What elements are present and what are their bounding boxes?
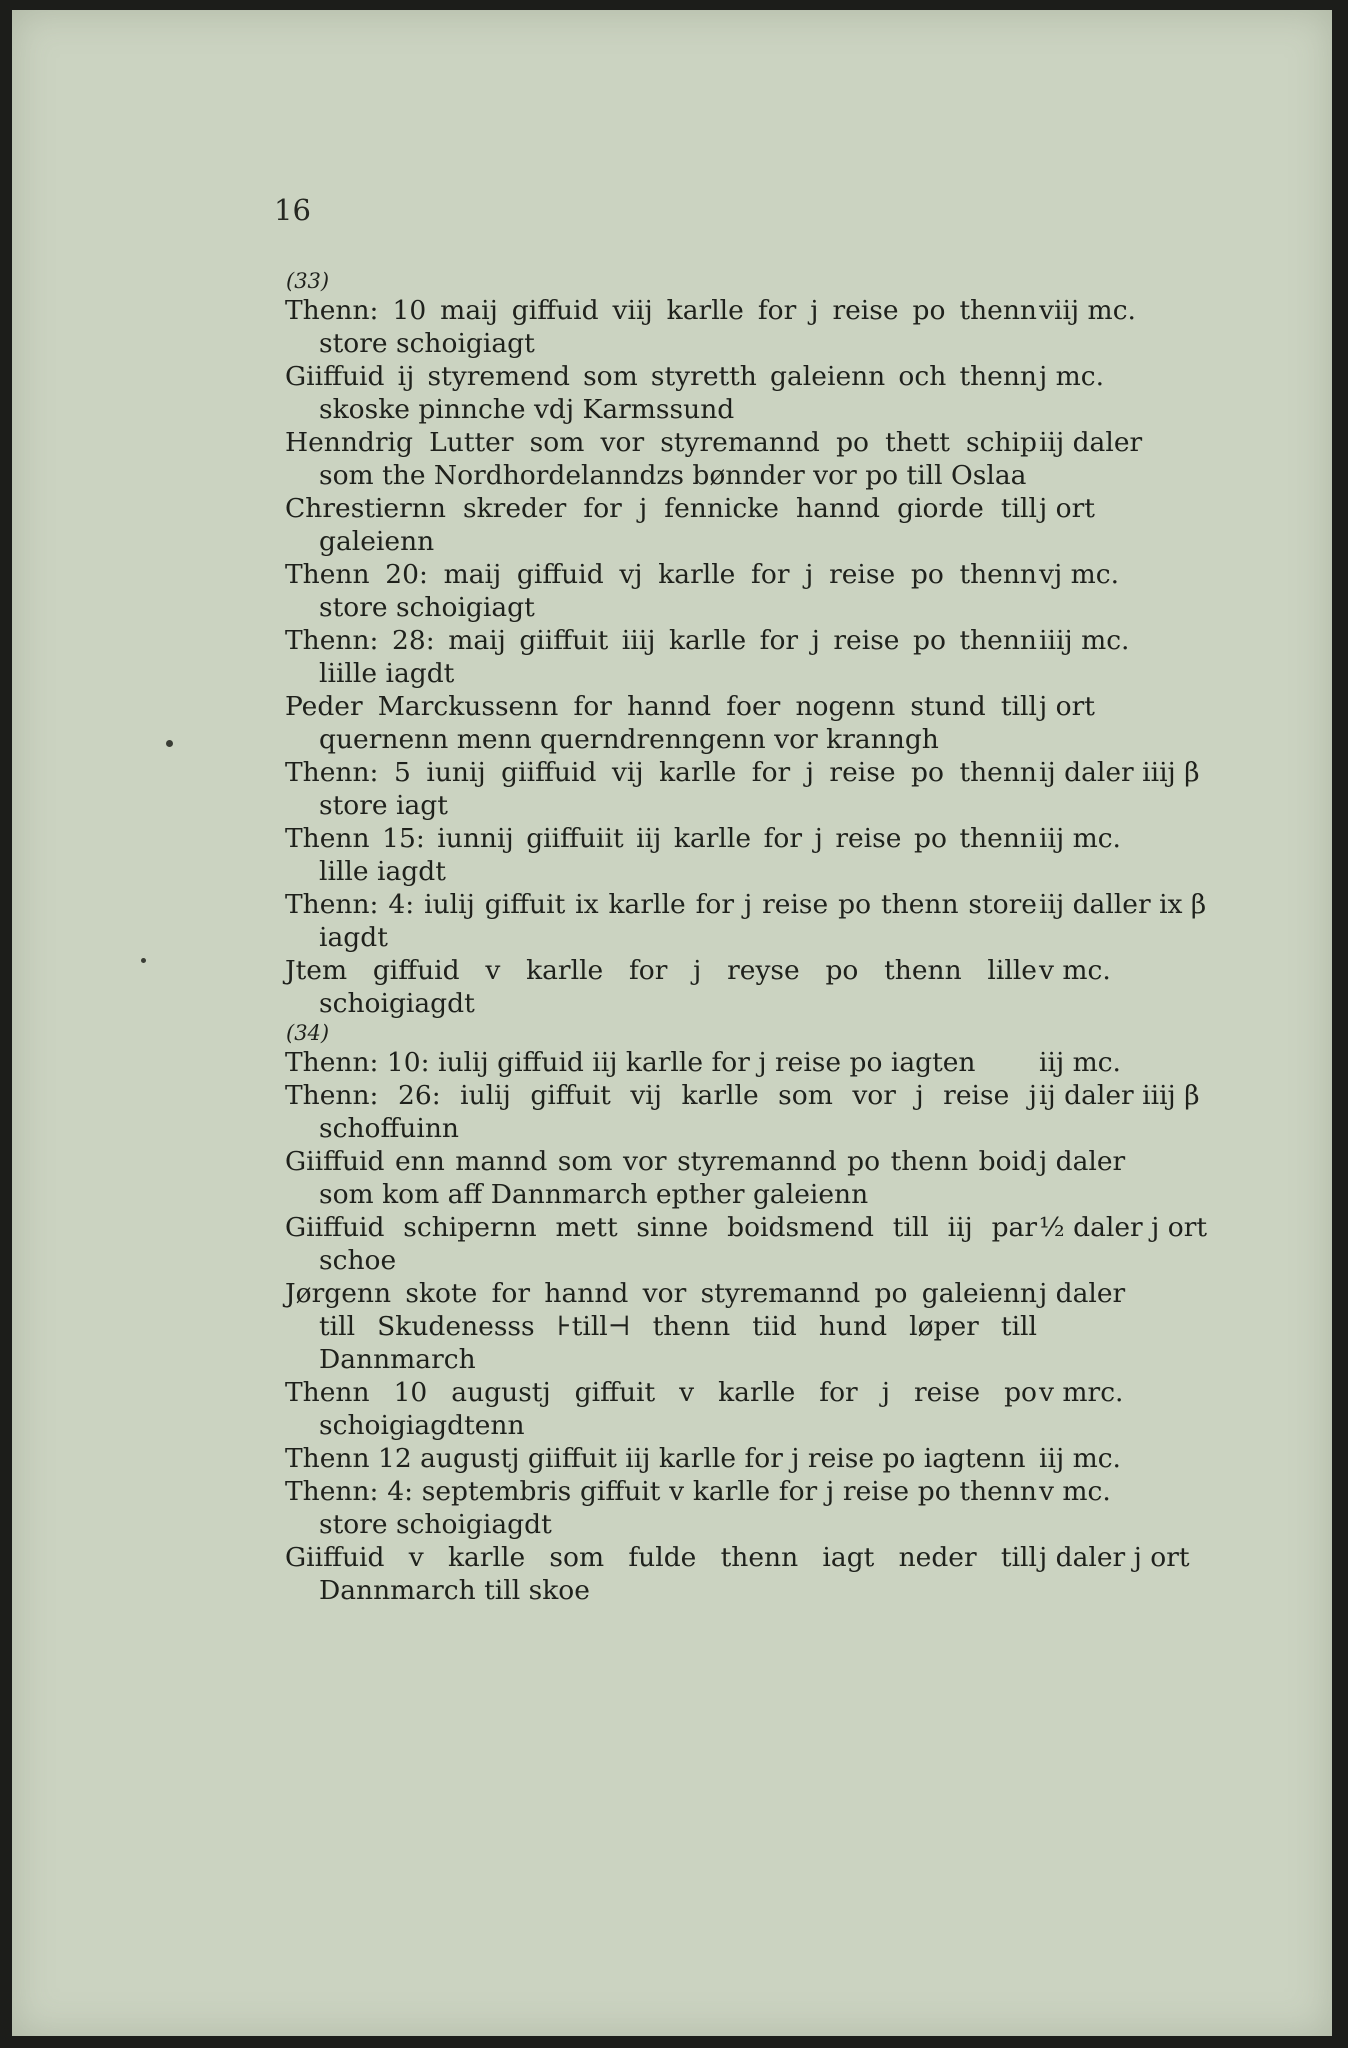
entry-text: Giiffuid ij styremend som styretth galeienn och thenn skoske pinnche vdj Karmssund — [285, 361, 1037, 425]
entry-text: Thenn 20: maij giffuid vj karlle for j reise po thenn store schoigiagt — [285, 559, 1037, 623]
entry-amount: ½ daler j ort — [1039, 1212, 1208, 1243]
ledger-entry — [285, 756, 1285, 822]
entry-amount: viij mc. — [1039, 295, 1136, 326]
entry-amount: j daler — [1039, 1146, 1126, 1177]
entry-text: Thenn: 4: septembris giffuit v karlle for j reise po thenn store schoigiagdt — [285, 1476, 1037, 1540]
entry-text: Peder Marckussenn for hannd foer nogenn stund till quernenn menn querndrenngenn vor kranngh — [285, 691, 1037, 755]
entry-amount: iij mc. — [1039, 1443, 1121, 1474]
ledger-entry — [285, 1442, 1285, 1475]
entry-text: Thenn: 28: maij giiffuit iiij karlle for j reise po thenn liille iagdt — [285, 625, 1037, 689]
account-entries — [285, 268, 1285, 1607]
entry-text: Thenn: 5 iunij giiffuid vij karlle for j reise po thenn store iagt — [285, 757, 1037, 821]
page-number: 16 — [274, 193, 311, 227]
entry-text: Chrestiernn skreder for j fennicke hannd giorde till galeienn — [285, 493, 1037, 557]
entry-amount: iij mc. — [1039, 823, 1121, 854]
ledger-entry — [285, 1277, 1285, 1376]
entry-text: Giiffuid enn mannd som vor styremannd po thenn boid som kom aff Dannmarch epther galeienn — [285, 1146, 1037, 1210]
entry-amount: iij mc. — [1039, 1047, 1121, 1078]
entry-text: Giiffuid v karlle som fulde thenn iagt neder till Dannmarch till skoe — [285, 1542, 1037, 1606]
ledger-entry — [285, 822, 1285, 888]
ledger-entry — [285, 558, 1285, 624]
ledger-entry — [285, 1046, 1285, 1079]
ledger-entry — [285, 1475, 1285, 1541]
entry-amount: iij daller ix β — [1039, 889, 1207, 920]
entry-amount: j ort — [1039, 691, 1095, 722]
entry-text: Thenn: 10: iulij giffuid iij karlle for j reise po iagten — [285, 1047, 976, 1078]
ledger-entry — [285, 1079, 1285, 1145]
entry-amount: j ort — [1039, 493, 1095, 524]
ledger-entry — [285, 690, 1285, 756]
entry-text: Jtem giffuid v karlle for j reyse po thenn lille schoigiagdt — [285, 955, 1037, 1019]
entry-text: Henndrig Lutter som vor styremannd po thett schip som the Nordhordelanndzs bønnder vor po till Oslaa — [285, 427, 1037, 491]
section-marker: (33) — [286, 269, 330, 293]
entry-amount: v mc. — [1039, 955, 1111, 986]
ledger-entry — [285, 1145, 1285, 1211]
entry-text: Giiffuid schipernn mett sinne boidsmend till iij par schoe — [285, 1212, 1037, 1276]
entry-text: Thenn 10 augustj giffuit v karlle for j reise po schoigiagdtenn — [285, 1377, 1037, 1441]
entry-amount: ij daler iiij β — [1039, 1080, 1200, 1111]
ledger-entry — [285, 1211, 1285, 1277]
entry-amount: j daler — [1039, 1278, 1126, 1309]
entry-amount: iij daler — [1039, 427, 1143, 458]
entry-text: Thenn: 26: iulij giffuit vij karlle som vor j reise j schoffuinn — [285, 1080, 1037, 1144]
entry-text: Thenn: 10 maij giffuid viij karlle for j reise po thenn store schoigiagt — [285, 295, 1037, 359]
entry-amount: v mrc. — [1039, 1377, 1124, 1408]
ledger-entry — [285, 492, 1285, 558]
ledger-entry — [285, 1376, 1285, 1442]
ledger-entry — [285, 426, 1285, 492]
entry-amount: j mc. — [1039, 361, 1105, 392]
entry-text: Thenn: 4: iulij giffuit ix karlle for j reise po thenn store iagdt — [285, 889, 1037, 953]
speck-mark — [141, 958, 146, 963]
entry-text: Jørgenn skote for hannd vor styremannd po galeienn till Skudenesss ⊦till⊣ thenn tiid hund løper till Dannmarch — [285, 1278, 1037, 1375]
entry-amount: vj mc. — [1039, 559, 1120, 590]
entry-amount: v mc. — [1039, 1476, 1111, 1507]
section-marker: (34) — [286, 1021, 330, 1045]
entry-text: Thenn 12 augustj giiffuit iij karlle for j reise po iagtenn — [285, 1443, 1026, 1474]
entry-amount: j daler j ort — [1039, 1542, 1190, 1573]
entry-amount: iiij mc. — [1039, 625, 1130, 656]
book-page — [12, 10, 1332, 2036]
speck-mark — [166, 740, 173, 747]
ledger-entry — [285, 624, 1285, 690]
entry-text: Thenn 15: iunnij giiffuiit iij karlle for j reise po thenn lille iagdt — [285, 823, 1037, 887]
ledger-entry — [285, 888, 1285, 954]
ledger-entry — [285, 1541, 1285, 1607]
entry-amount: ij daler iiij β — [1039, 757, 1200, 788]
ledger-entry — [285, 294, 1285, 360]
ledger-entry — [285, 954, 1285, 1020]
ledger-entry — [285, 360, 1285, 426]
